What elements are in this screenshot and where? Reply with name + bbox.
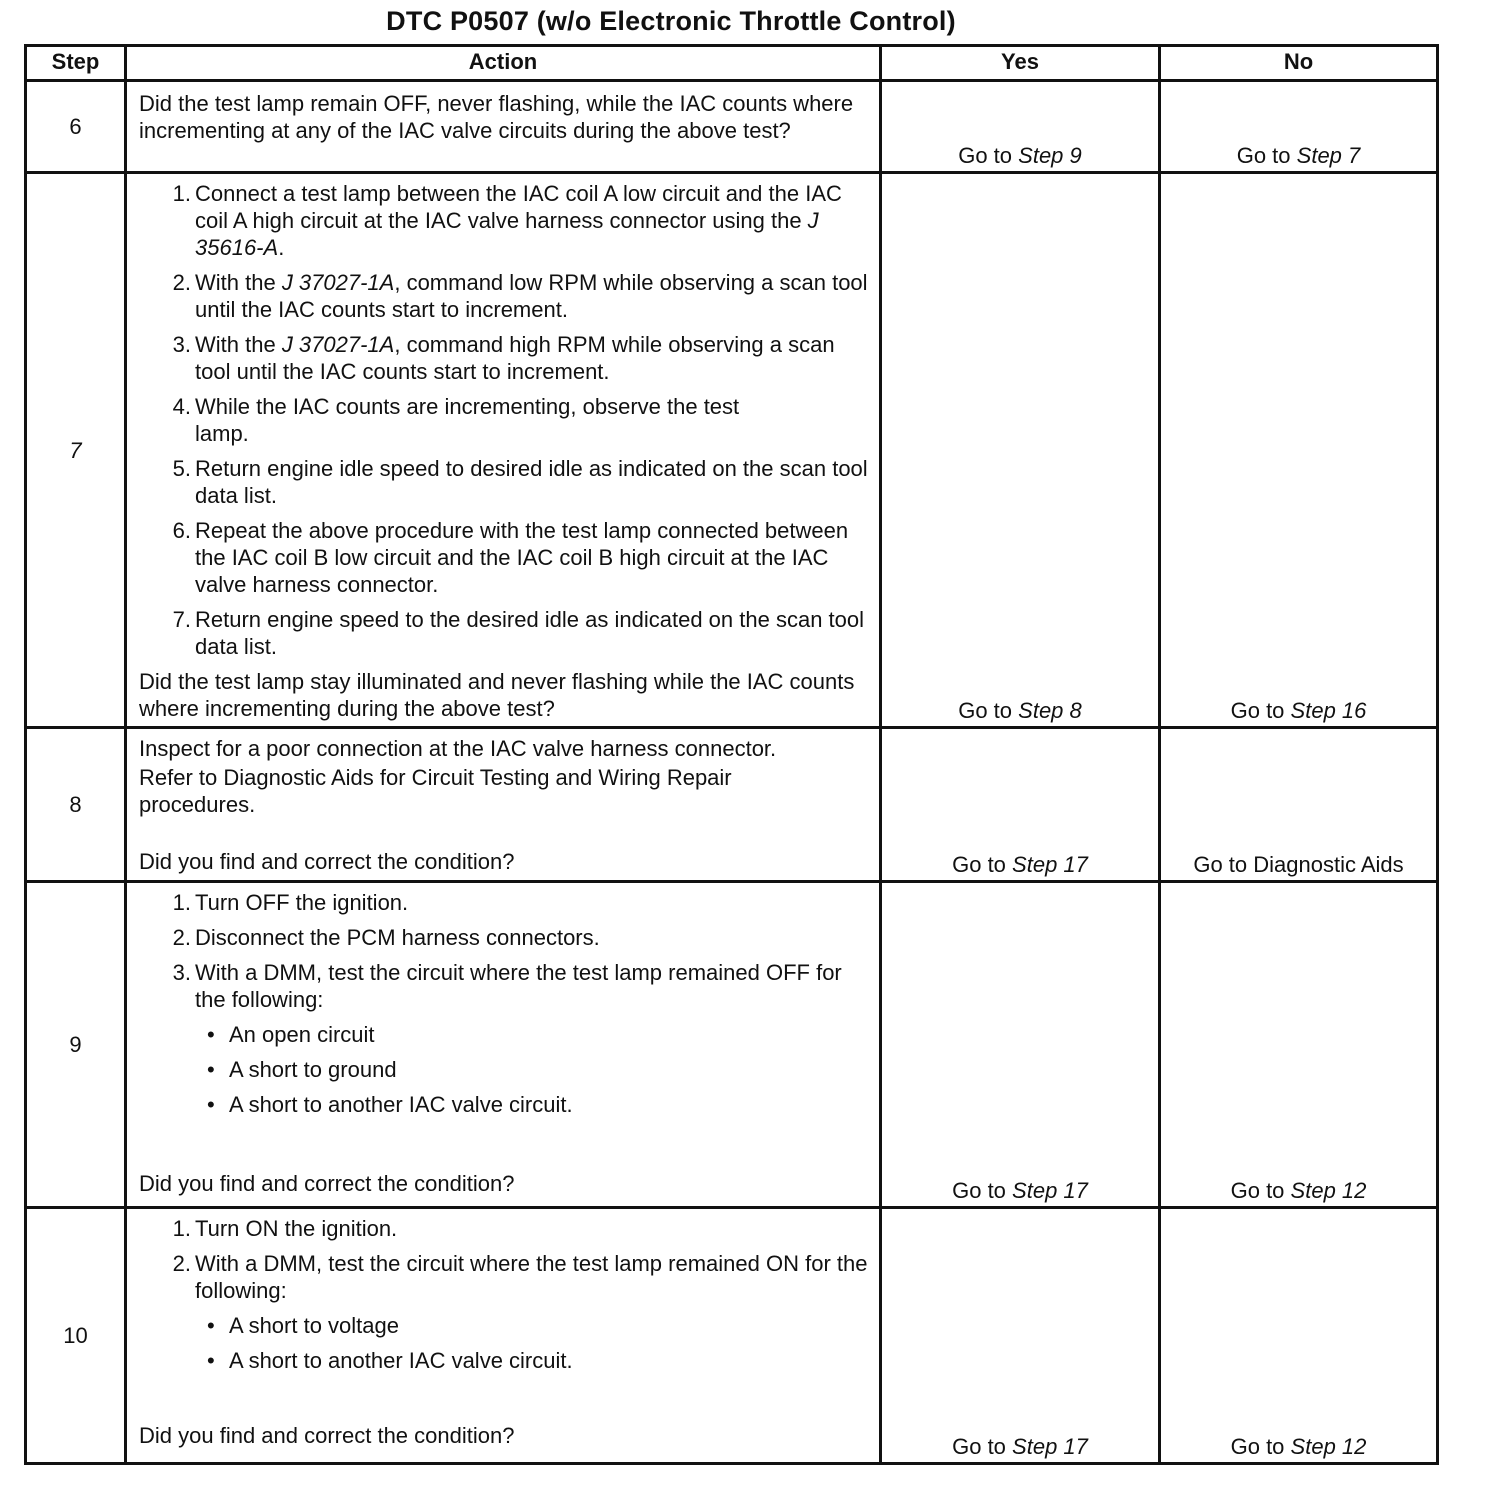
yes-goto[interactable] [952,1433,1088,1460]
goto-prefix: Go to [1230,1434,1285,1459]
table-row-step-7 [26,173,1438,728]
table-row-step-9 [26,882,1438,1208]
yes-cell [881,173,1160,728]
procedure-item: 1. Turn OFF the ignition. [172,890,409,915]
procedure-item: 5. Return engine idle speed to desired idle as indicated on the scan tool data list. [172,456,868,508]
diagnostic-table [24,44,1439,1465]
no-cell [1160,173,1438,728]
action-question: Did the test lamp stay illuminated and never flashing while the IAC counts where incrementing during the above test? [139,669,855,721]
goto-prefix: Go to [952,852,1006,877]
bullet-item: • A short to another IAC valve circuit. [207,1092,573,1117]
goto-prefix: Go to [952,1178,1006,1203]
goto-step-ref: Step 12 [1290,1434,1367,1459]
yes-cell [881,728,1160,882]
bullet-item: • A short to voltage [207,1313,399,1338]
yes-goto[interactable] [958,142,1082,169]
procedure-item: 3. With a DMM, test the circuit where the test lamp remained OFF for the following: • An open circuit • A short to ground • A short to another IAC valve circuit. [165,959,869,1118]
step-number: 7 [26,173,126,728]
goto-prefix: Go to [1230,1178,1285,1203]
yes-cell [881,882,1160,1208]
header-row [26,46,1438,81]
no-cell [1160,728,1438,882]
goto-step-ref: Step 16 [1290,698,1367,723]
action-question: Did the test lamp remain OFF, never flashing, while the IAC counts where incrementing at any of the IAC valve circuits during the above test? [139,91,854,143]
bullet-list [195,1312,869,1374]
bullet-item: • An open circuit [207,1022,375,1047]
action-question: Did you find and correct the condition? [139,849,515,874]
action-cell [126,882,881,1208]
goto-prefix: Go to [1236,143,1291,168]
no-goto[interactable]: Go to Diagnostic Aids [1193,852,1404,877]
no-goto[interactable] [1237,142,1361,169]
header-step: Step [26,46,126,81]
procedure-item: 3. With the J 37027-1A, command high RPM while observing a scan tool until the IAC counts start to increment. [172,332,835,384]
tool-ref: J 37027-1A [281,332,395,357]
header-no: No [1160,46,1438,81]
procedure-item: 1. Connect a test lamp between the IAC coil A low circuit and the IAC coil A high circuit at the IAC valve harness connector using the J 35616-A. [172,181,842,260]
action-text: Refer to Diagnostic Aids for Circuit Testing and Wiring Repair procedures. [139,765,732,817]
yes-goto[interactable] [958,697,1082,724]
bullet-item: • A short to another IAC valve circuit. [207,1348,573,1373]
goto-step-ref: Step 12 [1290,1178,1367,1203]
yes-cell [881,1208,1160,1464]
goto-prefix: Go to [952,1434,1006,1459]
procedure-item: 2. Disconnect the PCM harness connectors. [172,925,600,950]
procedure-item: 7. Return engine speed to the desired idle as indicated on the scan tool data list. [172,607,865,659]
goto-step-ref: Step 17 [1012,1434,1088,1459]
procedure-item: 1. Turn ON the ignition. [172,1216,398,1241]
yes-goto[interactable] [952,1177,1088,1204]
goto-step-ref: Step 17 [1012,1178,1088,1203]
action-cell [126,81,881,173]
yes-cell [881,81,1160,173]
goto-step-ref: Step 7 [1296,143,1361,168]
table-row-step-8 [26,728,1438,882]
action-question: Did you find and correct the condition? [139,1171,515,1196]
no-goto[interactable] [1231,1433,1367,1460]
step-number: 9 [26,882,126,1208]
procedure-list [139,180,869,660]
goto-prefix: Go to [958,143,1013,168]
step-number: 6 [26,81,126,173]
yes-goto[interactable] [952,851,1088,878]
procedure-item: 2. With the J 37027-1A, command low RPM while observing a scan tool until the IAC counts start to increment. [172,270,868,322]
table-row-step-6 [26,81,1438,173]
procedure-list [139,889,869,1118]
step-number: 10 [26,1208,126,1464]
goto-step-ref: Step 17 [1012,852,1088,877]
tool-ref: J 35616-A [195,208,819,260]
no-goto[interactable] [1231,1177,1367,1204]
no-cell [1160,1208,1438,1464]
goto-step-ref: Step 8 [1018,698,1082,723]
procedure-item: 4. While the IAC counts are incrementing, observe the test lamp. [172,394,740,446]
tool-ref: J 37027-1A [281,270,395,295]
goto-step-ref: Step 9 [1018,143,1082,168]
procedure-item: 2. With a DMM, test the circuit where the test lamp remained ON for the following: • A short to voltage • A short to another IAC valve circuit. [172,1251,868,1373]
action-cell [126,1208,881,1464]
bullet-list [195,1021,869,1118]
action-cell [126,173,881,728]
header-action: Action [126,46,881,81]
bullet-item: • A short to ground [207,1057,397,1082]
action-cell [126,728,881,882]
action-question: Did you find and correct the condition? [139,1423,515,1448]
step-number: 8 [26,728,126,882]
no-goto[interactable] [1231,697,1367,724]
action-text: Inspect for a poor connection at the IAC valve harness connector. [139,736,777,761]
no-cell [1160,81,1438,173]
table-row-step-10 [26,1208,1438,1464]
no-cell [1160,882,1438,1208]
goto-prefix: Go to [1230,698,1285,723]
procedure-item: 6. Repeat the above procedure with the test lamp connected between the IAC coil B low circuit and the IAC coil B high circuit at the IAC valve harness connector. [172,518,849,597]
header-yes: Yes [881,46,1160,81]
procedure-list [139,1215,869,1374]
goto-prefix: Go to [958,698,1013,723]
page-title: DTC P0507 (w/o Electronic Throttle Control) [386,6,956,36]
